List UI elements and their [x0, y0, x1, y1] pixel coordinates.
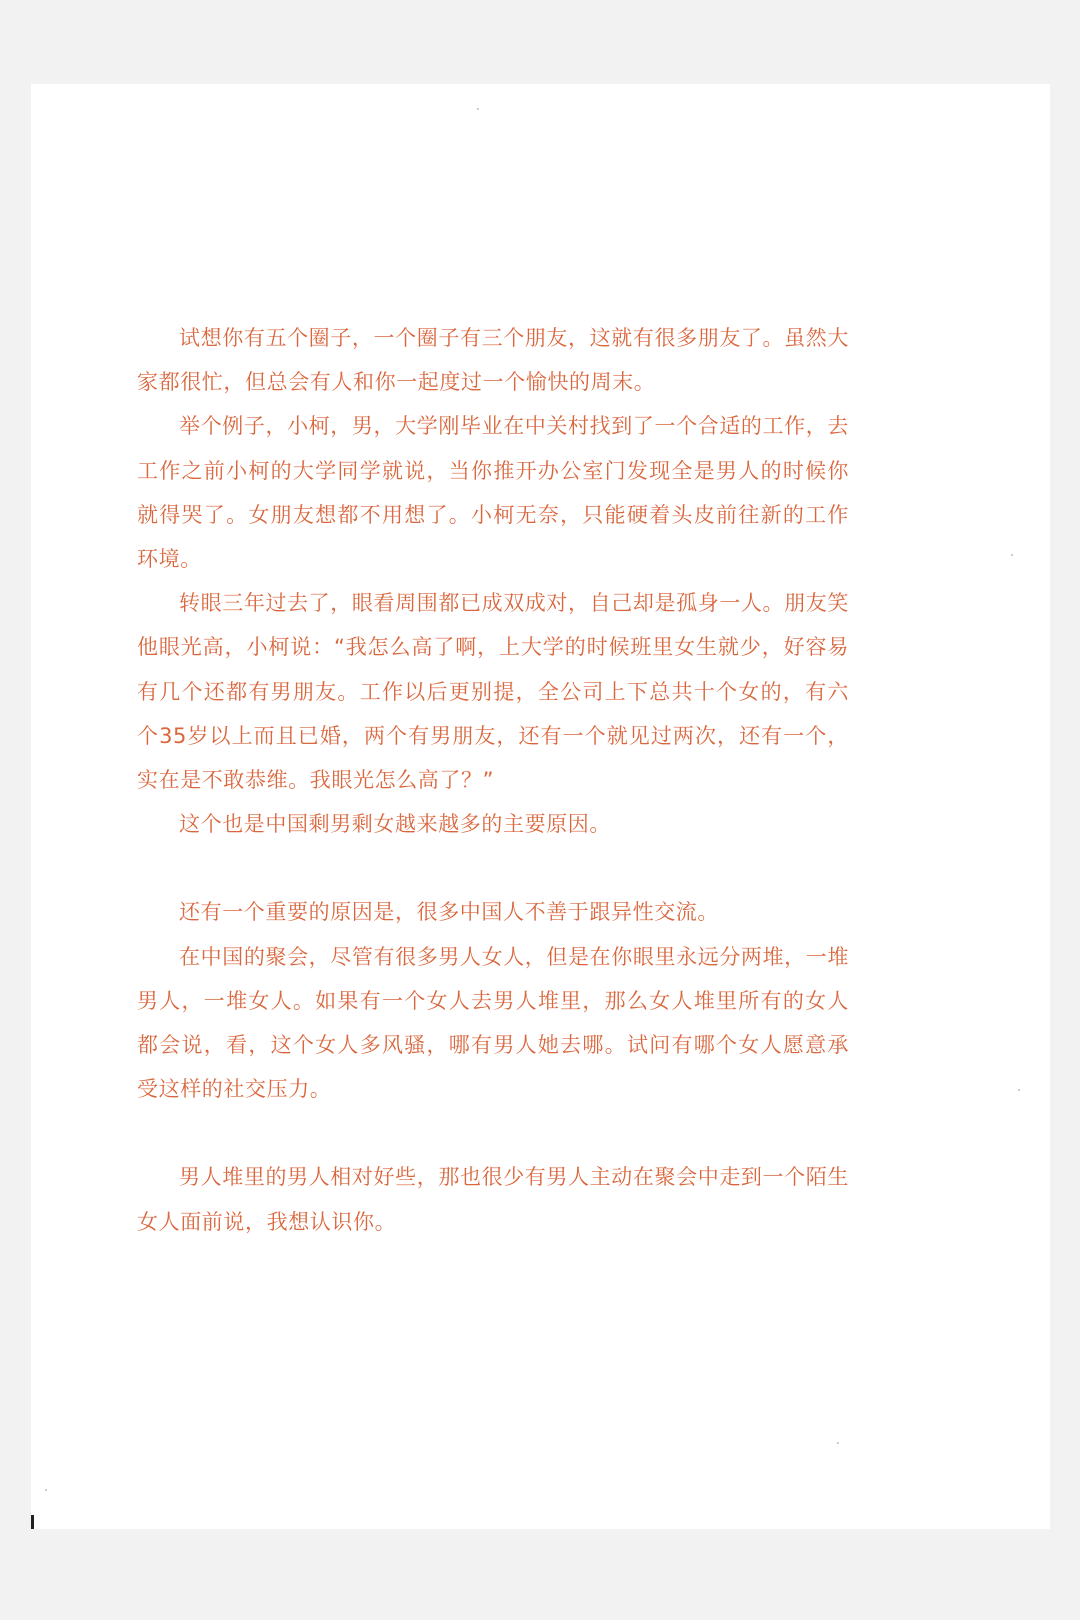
- scan-speck: [477, 108, 479, 110]
- document-page: [31, 84, 1050, 1529]
- paragraph: 在中国的聚会，尽管有很多男人女人，但是在你眼里永远分两堆，一堆男人，一堆女人。如果有一个女人去男人堆里，那么女人堆里所有的女人都会说，看，这个女人多风骚，哪有男人她去哪。试问有哪个女人愿意承受这样的社交压力。: [137, 944, 849, 1102]
- paragraph: 还有一个重要的原因是，很多中国人不善于跟异性交流。: [179, 900, 719, 925]
- scan-edge-mark: [31, 1515, 34, 1529]
- paragraph-gap: [137, 846, 849, 890]
- scan-speck: [1018, 1089, 1020, 1091]
- paragraph: 转眼三年过去了，眼看周围都已成双成对，自己却是孤身一人。朋友笑他眼光高，小柯说：“我怎么高了啊，上大学的时候班里女生就少，好容易有几个还都有男朋友。工作以后更别提，全公司上下总共十个女的，有六个35岁以上而且已婚，两个有男朋友，还有一个就见过两次，还有一个，实在是不敢恭维。我眼光怎么高了？”: [137, 591, 849, 793]
- body-text: [137, 316, 849, 1244]
- paragraph: 这个也是中国剩男剩女越来越多的主要原因。: [179, 812, 611, 837]
- paragraph: 试想你有五个圈子，一个圈子有三个朋友，这就有很多朋友了。虽然大家都很忙，但总会有人和你一起度过一个愉快的周末。: [137, 326, 849, 395]
- scan-speck: [1011, 554, 1013, 556]
- scan-speck: [837, 1442, 839, 1444]
- paragraph: 举个例子，小柯，男，大学刚毕业在中关村找到了一个合适的工作，去工作之前小柯的大学同学就说，当你推开办公室门发现全是男人的时候你就得哭了。女朋友想都不用想了。小柯无奈，只能硬着头皮前往新的工作环境。: [137, 414, 849, 572]
- paragraph-gap: [137, 1111, 849, 1155]
- paragraph: 男人堆里的男人相对好些，那也很少有男人主动在聚会中走到一个陌生女人面前说，我想认识你。: [137, 1165, 849, 1234]
- scan-speck: [45, 1489, 47, 1491]
